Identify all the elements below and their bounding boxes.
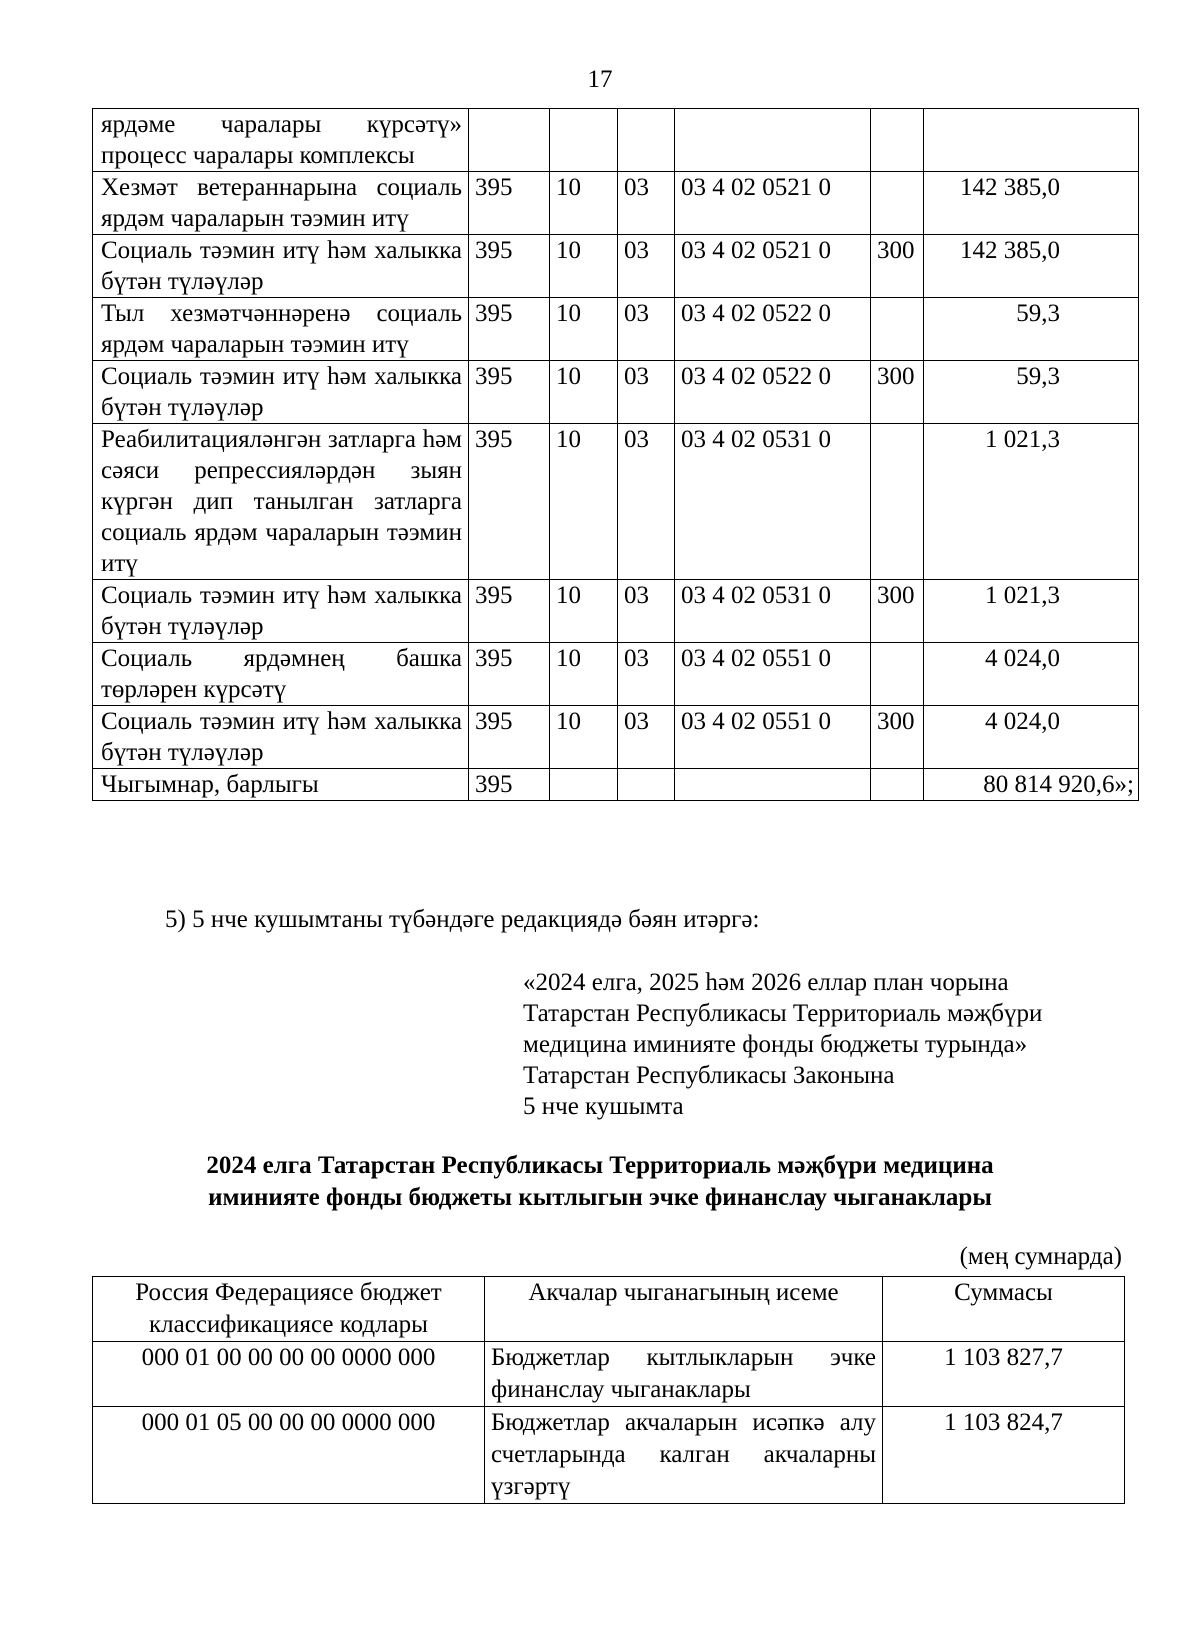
annex-header	[523, 967, 1042, 1122]
section-code: 10	[550, 706, 618, 769]
amendment-paragraph: 5) 5 нче кушымтаны түбәндәге редакциядә бәян итәргә:	[165, 906, 760, 933]
amount	[924, 109, 1139, 172]
target-code: 03 4 02 0521 0	[675, 172, 871, 235]
row-description: Хезмәт ветераннарына социаль ярдәм чараларын тәэмин итү	[93, 172, 469, 235]
admin-code: 395	[469, 298, 550, 361]
target-code: 03 4 02 0522 0	[675, 361, 871, 424]
sum: 1 103 824,7	[883, 1407, 1125, 1504]
row-description: Социаль тәэмин итү һәм халыкка бүтән түләүләр	[93, 580, 469, 643]
annex-line: 5 нче кушымта	[523, 1093, 684, 1120]
subsection-code	[618, 109, 675, 172]
subsection-code: 03	[618, 172, 675, 235]
table-header-row	[93, 1277, 1125, 1342]
type-code: 300	[871, 361, 924, 424]
subsection-code: 03	[618, 235, 675, 298]
source-name: Бюджетлар кытлыкларын эчке финанслау чыганаклары	[485, 1342, 883, 1407]
amount: 1 021,3	[924, 424, 1139, 580]
title-line: 2024 елга Татарстан Республикасы Территориаль мәҗбүри медицина	[206, 1152, 994, 1179]
amount: 59,3	[924, 361, 1139, 424]
section-code: 10	[550, 172, 618, 235]
annex-line: Татарстан Республикасы Территориаль мәҗбүри	[523, 1000, 1043, 1027]
source-name: Бюджетлар акчаларын исәпкә алу счетларында калган акчаларны үзгәртү	[485, 1407, 883, 1504]
row-description: Социаль тәэмин итү һәм халыкка бүтән түләүләр	[93, 235, 469, 298]
units-note: (мең сумнарда)	[959, 1243, 1122, 1270]
target-code: 03 4 02 0551 0	[675, 706, 871, 769]
target-code: 03 4 02 0522 0	[675, 298, 871, 361]
section-code: 10	[550, 361, 618, 424]
annex-line: «2024 елга, 2025 һәм 2026 еллар план чорына	[523, 969, 1009, 996]
type-code	[871, 172, 924, 235]
table-row	[93, 298, 1139, 361]
subsection-code: 03	[618, 361, 675, 424]
target-code: 03 4 02 0531 0	[675, 580, 871, 643]
section-code: 10	[550, 580, 618, 643]
row-description: Социаль ярдәмнең башка төрләрен күрсәтү	[93, 643, 469, 706]
table-row	[93, 172, 1139, 235]
column-header: Суммасы	[883, 1277, 1125, 1342]
target-code: 03 4 02 0551 0	[675, 643, 871, 706]
row-description: Тыл хезмәтчәннәренә социаль ярдәм чараларын тәэмин итү	[93, 298, 469, 361]
classification-code: 000 01 00 00 00 00 0000 000	[93, 1342, 485, 1407]
row-description: Социаль тәэмин итү һәм халыкка бүтән түләүләр	[93, 706, 469, 769]
admin-code: 395	[469, 580, 550, 643]
table-row	[93, 580, 1139, 643]
type-code	[871, 643, 924, 706]
subsection-code: 03	[618, 580, 675, 643]
subsection-code: 03	[618, 424, 675, 580]
type-code	[871, 109, 924, 172]
row-description: Реабилитацияләнгән затларга һәм сәяси репрессияләрдән зыян күргән дип танылган затларга социаль ярдәм чараларын тәэмин итү	[93, 424, 469, 580]
amount: 142 385,0	[924, 172, 1139, 235]
row-description: Социаль тәэмин итү һәм халыкка бүтән түләүләр	[93, 361, 469, 424]
admin-code: 395	[469, 424, 550, 580]
amount: 59,3	[924, 298, 1139, 361]
annex-line: медицина иминияте фонды бюджеты турында»	[523, 1031, 1028, 1058]
type-code: 300	[871, 235, 924, 298]
section-code: 10	[550, 643, 618, 706]
table-row	[93, 1342, 1125, 1407]
table-row	[93, 109, 1139, 172]
financing-table	[92, 1276, 1125, 1504]
sum: 1 103 827,7	[883, 1342, 1125, 1407]
type-code	[871, 424, 924, 580]
table-row	[93, 361, 1139, 424]
page-number: 17	[587, 66, 613, 93]
total-row	[93, 769, 1139, 801]
target-code: 03 4 02 0531 0	[675, 424, 871, 580]
subsection-code: 03	[618, 643, 675, 706]
type-code: 300	[871, 706, 924, 769]
total-amount: 80 814 920,6»;	[924, 769, 1139, 801]
type-code: 300	[871, 580, 924, 643]
table-row	[93, 706, 1139, 769]
admin-code: 395	[469, 769, 550, 801]
table-row	[93, 643, 1139, 706]
amount: 4 024,0	[924, 706, 1139, 769]
subsection-code: 03	[618, 298, 675, 361]
admin-code: 395	[469, 172, 550, 235]
subsection-code: 03	[618, 706, 675, 769]
admin-code: 395	[469, 361, 550, 424]
row-description: ярдәме чаралары күрсәтү» процесс чаралары комплексы	[93, 109, 469, 172]
table-row	[93, 424, 1139, 580]
admin-code: 395	[469, 706, 550, 769]
column-header: Россия Федерациясе бюджет классификациясе кодлары	[93, 1277, 485, 1342]
target-code	[675, 109, 871, 172]
admin-code: 395	[469, 643, 550, 706]
document-title	[0, 1150, 1200, 1214]
section-code: 10	[550, 298, 618, 361]
admin-code: 395	[469, 235, 550, 298]
admin-code	[469, 109, 550, 172]
target-code: 03 4 02 0521 0	[675, 235, 871, 298]
type-code	[871, 298, 924, 361]
expense-table	[92, 108, 1139, 801]
amount: 1 021,3	[924, 580, 1139, 643]
section-code	[550, 109, 618, 172]
annex-line: Татарстан Республикасы Законына	[523, 1062, 895, 1089]
section-code: 10	[550, 235, 618, 298]
table-row	[93, 1407, 1125, 1504]
table-row	[93, 235, 1139, 298]
classification-code: 000 01 05 00 00 00 0000 000	[93, 1407, 485, 1504]
amount: 4 024,0	[924, 643, 1139, 706]
total-label: Чыгымнар, барлыгы	[93, 769, 469, 801]
amount: 142 385,0	[924, 235, 1139, 298]
section-code: 10	[550, 424, 618, 580]
title-line: иминияте фонды бюджеты кытлыгын эчке финанслау чыганаклары	[208, 1184, 992, 1211]
column-header: Акчалар чыганагының исеме	[485, 1277, 883, 1342]
